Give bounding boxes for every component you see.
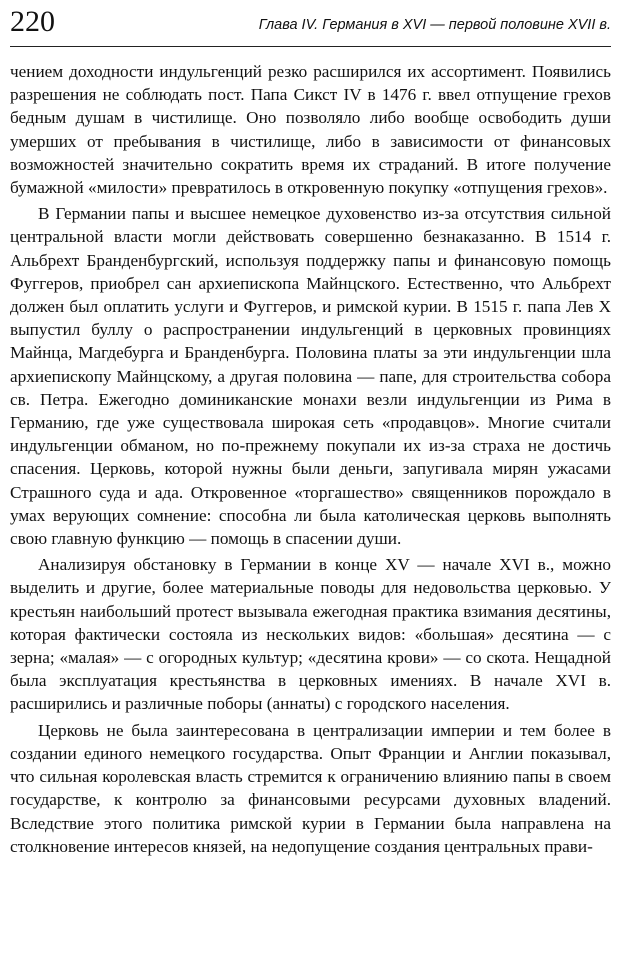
paragraph-3: Анализируя обстановку в Германии в конце XV — начале XVI в., можно выделить и другие, более материальные поводы для недовольства церковью. У крестьян наибольший протест вызывала ежегодная практика взимания десятины, которая фактически состояла из нескольких видов: «большая» десятина — с зерна; «малая» — с огородных культур; «десятина крови» — со скота. Нещадной была эксплуатация крестьянства в церковных имениях. В начале XVI в. расширились и различные поборы (аннаты) с городского населения. bbox=[10, 555, 611, 714]
running-head: Глава IV. Германия в XVI — первой половине XVII в. bbox=[258, 17, 611, 33]
body-text bbox=[10, 60, 611, 861]
page-header bbox=[10, 2, 611, 47]
paragraph-1: чением доходности индульгенций резко расширился их ассортимент. Появились разрешения не соблюдать пост. Папа Сикст IV в 1476 г. ввел отпущение грехов бедным душам в чистилище. Оно позволяло либо вообще освободить души умерших от пребывания в чистилище, либо в зависимости от финансовых возможностей значительно сократить время их страданий. В итоге получение бумажной «милости» превратилось в откровенную покупку «отпущения грехов». bbox=[10, 62, 611, 198]
page-number: 220 bbox=[10, 5, 55, 38]
paragraph-2: В Германии папы и высшее немецкое духовенство из-за отсутствия сильной центральной власти могли действовать совершенно безнаказанно. В 1514 г. Альбрехт Бранденбургский, используя поддержку папы и финансовую помощь Фуггеров, приобрел сан архиепископа Майнцского. Естественно, что Альбрехт должен был оплатить услуги и Фуггеров, и римской курии. В 1515 г. папа Лев X выпустил буллу о распространении индульгенций в церковных провинциях Майнца, Магдебурга и Бранденбурга. Половина платы за эти индульгенции шла архиепископу Майнцскому, а другая половина — папе, для строительства собора св. Петра. Ежегодно доминиканские монахи везли индульгенции из Рима в Германию, где уже существовала широкая сеть «продавцов». Многие считали индульгенции обманом, но по-прежнему покупали их из-за страха не достичь спасения. Церковь, которой нужны были деньги, запугивала мирян ужасами Страшного суда и ада. Откровенное «торгашество» священников порождало в умах верующих сомнение: способна ли была католическая церковь выполнять свою главную функцию — помощь в спасении души. bbox=[10, 204, 611, 549]
paragraph-4: Церковь не была заинтересована в централизации империи и тем более в создании единого немецкого государства. Опыт Франции и Англии показывал, что сильная королевская власть стремится к ограничению влиянию папы в своем государстве, к контролю за финансовыми ресурсами духовных владений. Вследствие этого политика римской курии в Германии была направлена на столкновение интересов князей, на недопущение создания центральных прави- bbox=[10, 720, 611, 856]
